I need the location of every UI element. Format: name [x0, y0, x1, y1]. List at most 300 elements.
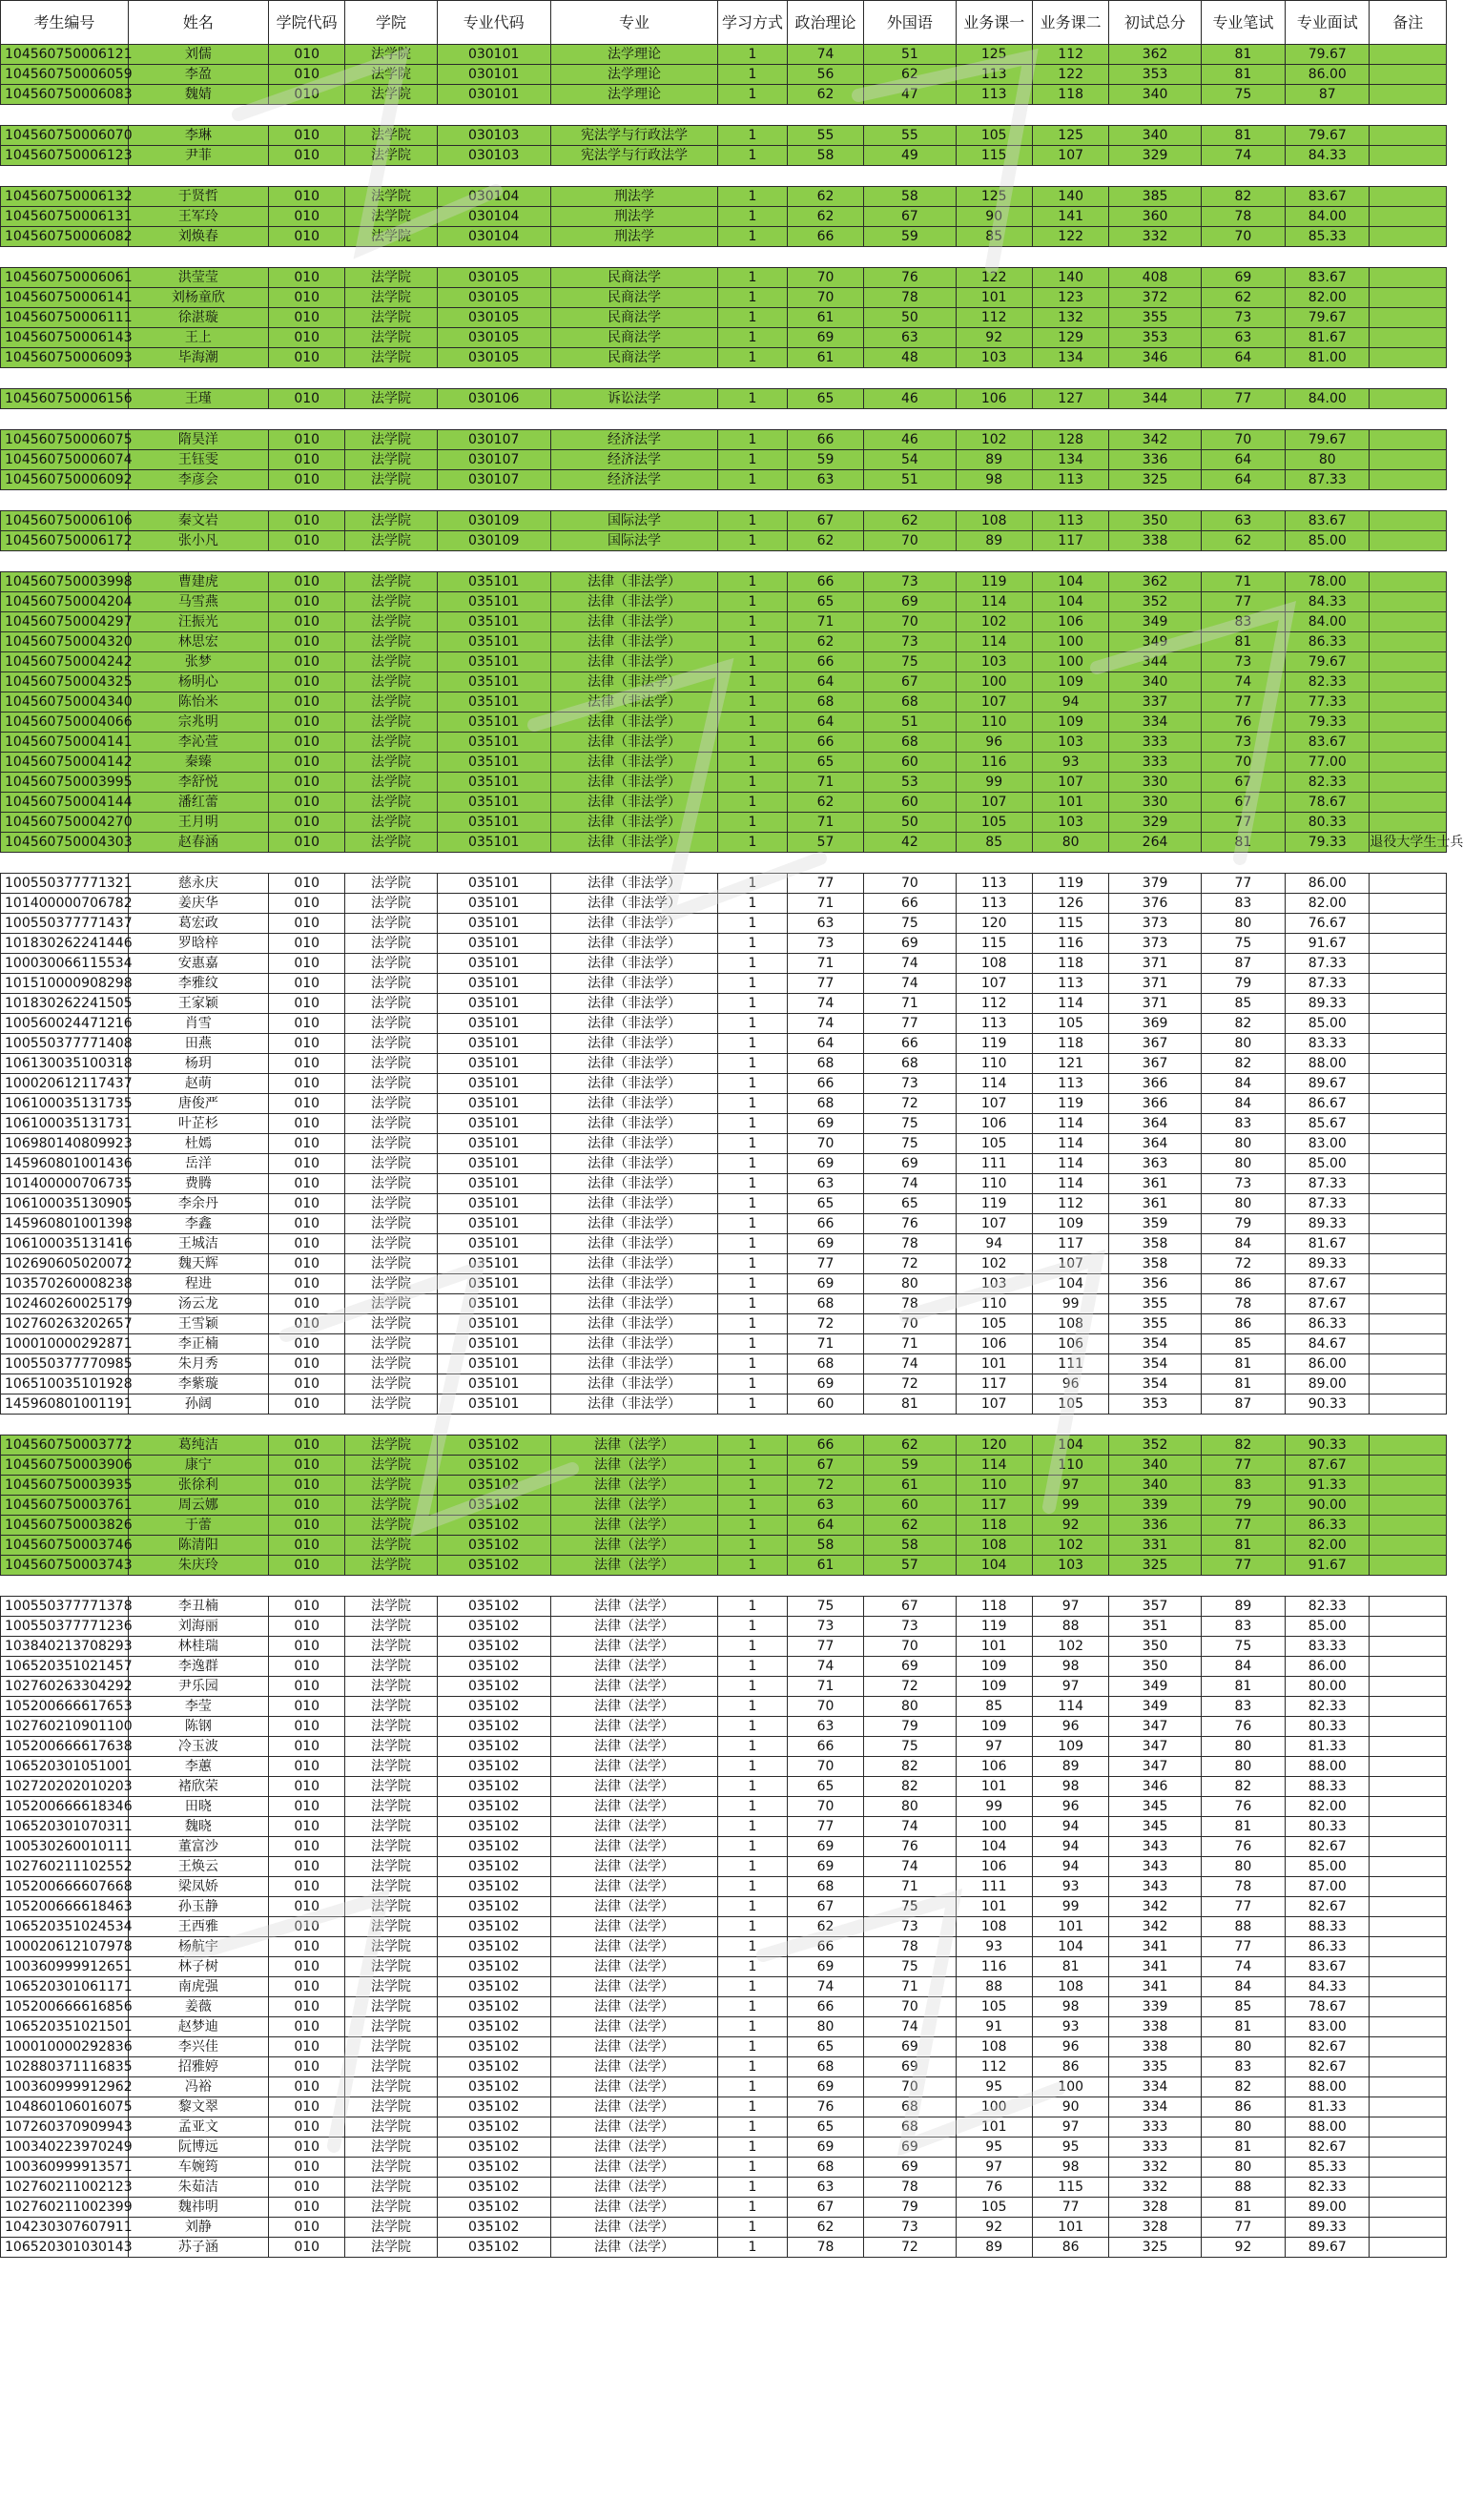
cell-school-code: 010 — [268, 1234, 344, 1254]
table-row — [1, 268, 1447, 288]
cell-interview: 84.33 — [1286, 146, 1370, 166]
cell-school: 法学院 — [345, 592, 437, 612]
cell-study-mode: 1 — [718, 894, 788, 914]
cell-school-code: 010 — [268, 692, 344, 713]
cell-interview: 82.00 — [1286, 1797, 1370, 1817]
cell-written-exam: 75 — [1201, 934, 1285, 954]
cell-subject-two: 132 — [1032, 308, 1108, 328]
cell-exam-id: 104560750006074 — [1, 450, 129, 470]
cell-study-mode: 1 — [718, 1717, 788, 1737]
cell-major: 法律（非法学） — [550, 1254, 718, 1274]
cell-foreign-language: 82 — [864, 1777, 956, 1797]
cell-politics: 60 — [787, 1394, 863, 1415]
table-row — [1, 1294, 1447, 1314]
cell-name: 李蕙 — [128, 1757, 268, 1777]
cell-politics: 68 — [787, 1354, 863, 1374]
cell-written-exam: 70 — [1201, 227, 1285, 247]
cell-major-code: 035101 — [437, 1374, 550, 1394]
cell-exam-id: 104560750006131 — [1, 207, 129, 227]
empty-cell — [1201, 368, 1285, 389]
cell-subject-two: 77 — [1032, 2198, 1108, 2218]
empty-cell — [1201, 247, 1285, 268]
cell-remarks — [1370, 1677, 1447, 1697]
cell-subject-one: 112 — [956, 308, 1032, 328]
cell-written-exam: 73 — [1201, 308, 1285, 328]
cell-major: 法律（法学） — [550, 2218, 718, 2238]
cell-school-code: 010 — [268, 2097, 344, 2117]
cell-subject-one: 111 — [956, 1154, 1032, 1174]
cell-school: 法学院 — [345, 1717, 437, 1737]
cell-preliminary-total: 338 — [1109, 531, 1201, 551]
cell-name: 姜庆华 — [128, 894, 268, 914]
cell-preliminary-total: 349 — [1109, 1697, 1201, 1717]
cell-subject-two: 95 — [1032, 2138, 1108, 2158]
cell-major-code: 030101 — [437, 85, 550, 105]
cell-major-code: 030107 — [437, 430, 550, 450]
cell-remarks — [1370, 1556, 1447, 1576]
cell-school-code: 010 — [268, 1917, 344, 1937]
cell-name: 杨玥 — [128, 1054, 268, 1074]
cell-subject-two: 122 — [1032, 227, 1108, 247]
cell-remarks — [1370, 994, 1447, 1014]
cell-written-exam: 64 — [1201, 348, 1285, 368]
cell-major: 法律（非法学） — [550, 1114, 718, 1134]
cell-major-code: 035101 — [437, 874, 550, 894]
cell-subject-one: 103 — [956, 1274, 1032, 1294]
cell-politics: 71 — [787, 954, 863, 974]
column-header-exam-id: 考生编号 — [1, 1, 129, 45]
group-separator — [1, 1415, 1447, 1436]
empty-cell — [1286, 1415, 1370, 1436]
cell-major-code: 035101 — [437, 1134, 550, 1154]
cell-name: 陈钢 — [128, 1717, 268, 1737]
cell-name: 魏晓 — [128, 1817, 268, 1837]
cell-remarks — [1370, 430, 1447, 450]
table-row — [1, 2077, 1447, 2097]
cell-major-code: 030104 — [437, 227, 550, 247]
cell-subject-two: 119 — [1032, 1094, 1108, 1114]
empty-cell — [1201, 490, 1285, 511]
cell-major: 法律（法学） — [550, 2017, 718, 2037]
cell-major: 法律（法学） — [550, 1997, 718, 2017]
cell-study-mode: 1 — [718, 1677, 788, 1697]
cell-subject-one: 115 — [956, 934, 1032, 954]
cell-major-code: 035102 — [437, 1637, 550, 1657]
cell-major-code: 030107 — [437, 450, 550, 470]
cell-subject-one: 100 — [956, 672, 1032, 692]
cell-politics: 77 — [787, 1817, 863, 1837]
cell-study-mode: 1 — [718, 572, 788, 592]
cell-subject-two: 103 — [1032, 733, 1108, 753]
cell-school: 法学院 — [345, 914, 437, 934]
cell-remarks — [1370, 672, 1447, 692]
cell-exam-id: 100560024471216 — [1, 1014, 129, 1034]
cell-foreign-language: 75 — [864, 652, 956, 672]
cell-politics: 68 — [787, 1094, 863, 1114]
cell-written-exam: 81 — [1201, 126, 1285, 146]
cell-politics: 58 — [787, 146, 863, 166]
empty-cell — [1032, 1576, 1108, 1597]
cell-exam-id: 103570260008238 — [1, 1274, 129, 1294]
cell-exam-id: 104560750004066 — [1, 713, 129, 733]
cell-school-code: 010 — [268, 1314, 344, 1334]
cell-politics: 67 — [787, 2198, 863, 2218]
cell-written-exam: 81 — [1201, 65, 1285, 85]
cell-remarks — [1370, 1294, 1447, 1314]
cell-major-code: 030103 — [437, 146, 550, 166]
cell-foreign-language: 74 — [864, 974, 956, 994]
cell-study-mode: 1 — [718, 2158, 788, 2178]
cell-subject-one: 101 — [956, 2117, 1032, 2138]
cell-exam-id: 106520301051001 — [1, 1757, 129, 1777]
column-header-foreign-language: 外国语 — [864, 1, 956, 45]
cell-school-code: 010 — [268, 1977, 344, 1997]
empty-cell — [718, 551, 788, 572]
cell-major-code: 035101 — [437, 833, 550, 853]
cell-major: 法律（非法学） — [550, 652, 718, 672]
cell-study-mode: 1 — [718, 1314, 788, 1334]
column-header-remarks: 备注 — [1370, 1, 1447, 45]
cell-written-exam: 63 — [1201, 511, 1285, 531]
cell-foreign-language: 75 — [864, 1957, 956, 1977]
cell-school: 法学院 — [345, 1234, 437, 1254]
cell-foreign-language: 57 — [864, 1556, 956, 1576]
cell-study-mode: 1 — [718, 1074, 788, 1094]
cell-exam-id: 104560750003761 — [1, 1496, 129, 1516]
cell-written-exam: 77 — [1201, 874, 1285, 894]
cell-subject-one: 95 — [956, 2077, 1032, 2097]
cell-foreign-language: 51 — [864, 713, 956, 733]
cell-exam-id: 101830262241505 — [1, 994, 129, 1014]
cell-remarks — [1370, 389, 1447, 409]
cell-exam-id: 106510035101928 — [1, 1374, 129, 1394]
empty-cell — [787, 166, 863, 187]
cell-subject-one: 108 — [956, 954, 1032, 974]
empty-cell — [718, 368, 788, 389]
cell-school: 法学院 — [345, 1436, 437, 1456]
cell-politics: 64 — [787, 672, 863, 692]
cell-major-code: 035102 — [437, 1837, 550, 1857]
cell-subject-two: 111 — [1032, 1354, 1108, 1374]
cell-foreign-language: 74 — [864, 1857, 956, 1877]
cell-study-mode: 1 — [718, 773, 788, 793]
cell-foreign-language: 54 — [864, 450, 956, 470]
cell-subject-one: 89 — [956, 2238, 1032, 2258]
cell-preliminary-total: 357 — [1109, 1597, 1201, 1617]
cell-major: 宪法学与行政法学 — [550, 146, 718, 166]
cell-subject-one: 114 — [956, 1456, 1032, 1476]
cell-school: 法学院 — [345, 1597, 437, 1617]
cell-subject-two: 114 — [1032, 1134, 1108, 1154]
cell-name: 李正楠 — [128, 1334, 268, 1354]
cell-remarks — [1370, 2077, 1447, 2097]
cell-study-mode: 1 — [718, 1436, 788, 1456]
cell-written-exam: 82 — [1201, 1054, 1285, 1074]
empty-cell — [864, 247, 956, 268]
cell-foreign-language: 80 — [864, 1697, 956, 1717]
cell-subject-one: 113 — [956, 1014, 1032, 1034]
cell-politics: 73 — [787, 934, 863, 954]
table-row — [1, 1797, 1447, 1817]
cell-preliminary-total: 341 — [1109, 1957, 1201, 1977]
cell-school-code: 010 — [268, 470, 344, 490]
cell-written-exam: 72 — [1201, 1254, 1285, 1274]
cell-school-code: 010 — [268, 652, 344, 672]
cell-study-mode: 1 — [718, 1597, 788, 1617]
cell-preliminary-total: 343 — [1109, 1837, 1201, 1857]
cell-exam-id: 101400000706735 — [1, 1174, 129, 1194]
cell-exam-id: 104860106016075 — [1, 2097, 129, 2117]
cell-school: 法学院 — [345, 207, 437, 227]
column-header-name: 姓名 — [128, 1, 268, 45]
table-row — [1, 1496, 1447, 1516]
cell-subject-two: 96 — [1032, 1717, 1108, 1737]
cell-interview: 82.00 — [1286, 288, 1370, 308]
cell-exam-id: 104560750004303 — [1, 833, 129, 853]
cell-name: 魏祎明 — [128, 2198, 268, 2218]
empty-cell — [1, 247, 129, 268]
cell-interview: 85.33 — [1286, 2158, 1370, 2178]
cell-major: 法律（非法学） — [550, 1294, 718, 1314]
cell-name: 李盈 — [128, 65, 268, 85]
cell-name: 冷玉波 — [128, 1737, 268, 1757]
cell-foreign-language: 59 — [864, 1456, 956, 1476]
table-row — [1, 813, 1447, 833]
cell-major-code: 035101 — [437, 813, 550, 833]
cell-name: 赵春涵 — [128, 833, 268, 853]
cell-written-exam: 67 — [1201, 793, 1285, 813]
table-row — [1, 692, 1447, 713]
cell-politics: 69 — [787, 328, 863, 348]
cell-exam-id: 105200666618463 — [1, 1897, 129, 1917]
cell-politics: 66 — [787, 430, 863, 450]
cell-foreign-language: 72 — [864, 2238, 956, 2258]
cell-subject-two: 90 — [1032, 2097, 1108, 2117]
cell-written-exam: 81 — [1201, 1536, 1285, 1556]
cell-school-code: 010 — [268, 268, 344, 288]
cell-politics: 70 — [787, 1134, 863, 1154]
table-row — [1, 308, 1447, 328]
cell-preliminary-total: 359 — [1109, 1214, 1201, 1234]
cell-major-code: 030104 — [437, 207, 550, 227]
cell-school: 法学院 — [345, 773, 437, 793]
cell-major-code: 030103 — [437, 126, 550, 146]
cell-foreign-language: 60 — [864, 793, 956, 813]
cell-name: 尹菲 — [128, 146, 268, 166]
empty-cell — [128, 166, 268, 187]
cell-name: 李逸群 — [128, 1657, 268, 1677]
empty-cell — [268, 368, 344, 389]
cell-written-exam: 80 — [1201, 2117, 1285, 2138]
empty-cell — [956, 490, 1032, 511]
cell-name: 张梦 — [128, 652, 268, 672]
cell-exam-id: 104560750006121 — [1, 45, 129, 65]
cell-subject-two: 115 — [1032, 914, 1108, 934]
cell-preliminary-total: 333 — [1109, 2138, 1201, 2158]
cell-preliminary-total: 347 — [1109, 1757, 1201, 1777]
cell-major-code: 030105 — [437, 308, 550, 328]
cell-politics: 66 — [787, 227, 863, 247]
table-row — [1, 389, 1447, 409]
table-row — [1, 1114, 1447, 1134]
cell-major: 民商法学 — [550, 348, 718, 368]
cell-school-code: 010 — [268, 1877, 344, 1897]
cell-preliminary-total: 336 — [1109, 450, 1201, 470]
cell-foreign-language: 75 — [864, 1737, 956, 1757]
empty-cell — [1370, 368, 1447, 389]
cell-study-mode: 1 — [718, 632, 788, 652]
cell-remarks — [1370, 1637, 1447, 1657]
cell-remarks — [1370, 914, 1447, 934]
cell-study-mode: 1 — [718, 1476, 788, 1496]
cell-politics: 65 — [787, 2037, 863, 2057]
cell-name: 李彦会 — [128, 470, 268, 490]
cell-study-mode: 1 — [718, 1114, 788, 1134]
cell-name: 李雅纹 — [128, 974, 268, 994]
empty-cell — [718, 409, 788, 430]
cell-foreign-language: 70 — [864, 2077, 956, 2097]
cell-subject-one: 97 — [956, 1737, 1032, 1757]
cell-exam-id: 104560750004144 — [1, 793, 129, 813]
cell-major: 法律（非法学） — [550, 753, 718, 773]
cell-remarks — [1370, 813, 1447, 833]
cell-subject-two: 114 — [1032, 1697, 1108, 1717]
cell-written-exam: 79 — [1201, 1214, 1285, 1234]
empty-cell — [1370, 166, 1447, 187]
cell-subject-two: 134 — [1032, 348, 1108, 368]
cell-school: 法学院 — [345, 2037, 437, 2057]
cell-school-code: 010 — [268, 207, 344, 227]
cell-school: 法学院 — [345, 753, 437, 773]
cell-school-code: 010 — [268, 1556, 344, 1576]
empty-cell — [956, 1415, 1032, 1436]
cell-politics: 65 — [787, 2117, 863, 2138]
cell-study-mode: 1 — [718, 733, 788, 753]
empty-cell — [787, 1576, 863, 1597]
cell-exam-id: 104560750006123 — [1, 146, 129, 166]
cell-name: 葛纯洁 — [128, 1436, 268, 1456]
cell-major-code: 035101 — [437, 592, 550, 612]
cell-subject-two: 106 — [1032, 1334, 1108, 1354]
cell-politics: 68 — [787, 692, 863, 713]
cell-major-code: 035102 — [437, 1957, 550, 1977]
cell-politics: 63 — [787, 1496, 863, 1516]
table-row — [1, 1354, 1447, 1374]
cell-school-code: 010 — [268, 894, 344, 914]
empty-cell — [956, 551, 1032, 572]
cell-preliminary-total: 328 — [1109, 2198, 1201, 2218]
cell-interview: 87.33 — [1286, 1194, 1370, 1214]
cell-written-exam: 87 — [1201, 1394, 1285, 1415]
table-row — [1, 2097, 1447, 2117]
cell-school-code: 010 — [268, 348, 344, 368]
cell-school: 法学院 — [345, 793, 437, 813]
cell-study-mode: 1 — [718, 1617, 788, 1637]
empty-cell — [718, 105, 788, 126]
cell-school: 法学院 — [345, 1536, 437, 1556]
cell-remarks — [1370, 1334, 1447, 1354]
cell-remarks — [1370, 1074, 1447, 1094]
cell-major: 刑法学 — [550, 227, 718, 247]
cell-school: 法学院 — [345, 389, 437, 409]
cell-interview: 84.00 — [1286, 389, 1370, 409]
cell-study-mode: 1 — [718, 1014, 788, 1034]
cell-major: 法律（法学） — [550, 1536, 718, 1556]
cell-subject-two: 88 — [1032, 1617, 1108, 1637]
cell-foreign-language: 70 — [864, 1997, 956, 2017]
table-row — [1, 1717, 1447, 1737]
cell-foreign-language: 71 — [864, 1877, 956, 1897]
cell-foreign-language: 74 — [864, 1817, 956, 1837]
cell-study-mode: 1 — [718, 1334, 788, 1354]
cell-subject-one: 107 — [956, 1394, 1032, 1415]
cell-major: 法律（法学） — [550, 2057, 718, 2077]
cell-written-exam: 78 — [1201, 207, 1285, 227]
cell-subject-one: 110 — [956, 713, 1032, 733]
cell-name: 康宁 — [128, 1456, 268, 1476]
cell-major: 法律（法学） — [550, 1937, 718, 1957]
cell-remarks — [1370, 1214, 1447, 1234]
cell-written-exam: 64 — [1201, 450, 1285, 470]
empty-cell — [1286, 409, 1370, 430]
table-row — [1, 1677, 1447, 1697]
empty-cell — [1201, 1415, 1285, 1436]
cell-study-mode: 1 — [718, 1857, 788, 1877]
cell-school: 法学院 — [345, 874, 437, 894]
cell-major-code: 035101 — [437, 954, 550, 974]
cell-preliminary-total: 353 — [1109, 328, 1201, 348]
cell-major-code: 035102 — [437, 2017, 550, 2037]
cell-politics: 65 — [787, 1194, 863, 1214]
cell-remarks — [1370, 2117, 1447, 2138]
cell-school-code: 010 — [268, 2178, 344, 2198]
cell-school-code: 010 — [268, 1014, 344, 1034]
cell-foreign-language: 69 — [864, 2158, 956, 2178]
cell-subject-one: 107 — [956, 1214, 1032, 1234]
cell-written-exam: 81 — [1201, 2198, 1285, 2218]
cell-preliminary-total: 366 — [1109, 1094, 1201, 1114]
cell-written-exam: 74 — [1201, 672, 1285, 692]
cell-name: 李鑫 — [128, 1214, 268, 1234]
cell-school-code: 010 — [268, 1637, 344, 1657]
cell-preliminary-total: 350 — [1109, 1637, 1201, 1657]
cell-interview: 89.67 — [1286, 1074, 1370, 1094]
cell-subject-two: 113 — [1032, 1074, 1108, 1094]
cell-name: 刘杨童欣 — [128, 288, 268, 308]
cell-school-code: 010 — [268, 974, 344, 994]
cell-written-exam: 89 — [1201, 1597, 1285, 1617]
cell-school-code: 010 — [268, 813, 344, 833]
cell-school-code: 010 — [268, 1054, 344, 1074]
cell-subject-one: 105 — [956, 1314, 1032, 1334]
cell-name: 李莹 — [128, 1697, 268, 1717]
cell-interview: 87.67 — [1286, 1456, 1370, 1476]
cell-major: 国际法学 — [550, 531, 718, 551]
cell-politics: 66 — [787, 1937, 863, 1957]
table-row — [1, 531, 1447, 551]
cell-preliminary-total: 342 — [1109, 1917, 1201, 1937]
cell-school-code: 010 — [268, 1737, 344, 1757]
cell-school: 法学院 — [345, 1997, 437, 2017]
cell-subject-two: 105 — [1032, 1014, 1108, 1034]
cell-preliminary-total: 325 — [1109, 1556, 1201, 1576]
cell-major: 法律（法学） — [550, 1697, 718, 1717]
cell-preliminary-total: 364 — [1109, 1114, 1201, 1134]
cell-school: 法学院 — [345, 833, 437, 853]
cell-interview: 85.33 — [1286, 227, 1370, 247]
cell-politics: 62 — [787, 1917, 863, 1937]
group-separator — [1, 247, 1447, 268]
